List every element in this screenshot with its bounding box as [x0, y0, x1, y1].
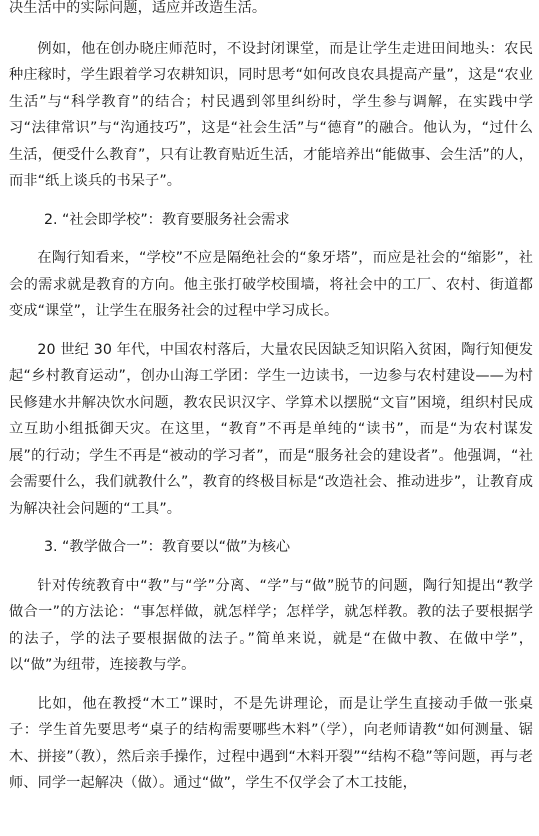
paragraph-carpentry-example: 比如，他在教授“木工”课时，不是先讲理论，而是让学生直接动手做一张桌子：学生首先要思考“桌子的结构需要哪些木料”（学），向老师请教“如何测量、锯木、拼接”（教），然后亲手操作，过程中遇到“木料开裂”“结构不稳”等问题，再与老师、同学一起解决（做）。通过“做”，学生不仅学会了木工技能，	[9, 695, 533, 791]
paragraph-teach-learn-do: 针对传统教育中“教”与“学”分离、“学”与“做”脱节的问题，陶行知提出“教学做合一”的方法论：“事怎样做，就怎样学；怎样学，就怎样教。教的法子要根据学的法子，学的法子要根据做的法子。”简单来说，就是“在做中教、在做中学”，以“做”为纽带，连接教与学。	[9, 577, 533, 673]
section-heading-3: 3. “教学做合一”：教育要以“做”为核心	[44, 539, 291, 555]
paragraph-rural-education: 20 世纪 30 年代，中国农村落后，大量农民因缺乏知识陷入贫困，陶行知便发起“乡村教育运动”，创办山海工学团：学生一边读书，一边参与农村建设——为村民修建水井解决饮水问题，教农民识汉字、学算术以摆脱“文盲”困境，组织村民成立互助小组抵御天灾。在这里，“教育”不再是单纯的“读书”，而是“为农村谋发展”的行动；学生不再是“被动的学习者”，而是“服务社会的建设者”。他强调，“社会需要什么，我们就教什么”，教育的终极目标是“改造社会、推动进步”，让教育成为解决社会问题的“工具”。	[9, 341, 533, 517]
paragraph-society-as-school: 在陶行知看来，“学校”不应是隔绝社会的“象牙塔”，而应是社会的“缩影”，社会的需求就是教育的方向。他主张打破学校围墙，将社会中的工厂、农村、街道都变成“课堂”，让学生在服务社会的过程中学习成长。	[9, 250, 533, 319]
paragraph-continued: 决生活中的实际问题，适应并改造生活。	[9, 0, 267, 16]
paragraph-xiaozhuang-example: 例如，他在创办晓庄师范时，不设封闭课堂，而是让学生走进田间地头：农民种庄稼时，学生跟着学习农耕知识，同时思考“如何改良农具提高产量”，这是“农业生活”与“科学教育”的结合；村民遇到邻里纠纷时，学生参与调解，在实践中学习“法律常识”与“沟通技巧”，这是“社会生活”与“德育”的融合。他认为，“过什么生活，便受什么教育”，只有让教育贴近生活，才能培养出“能做事、会生活”的人，而非“纸上谈兵的书呆子”。	[9, 40, 533, 189]
section-heading-2: 2. “社会即学校”：教育要服务社会需求	[44, 211, 290, 228]
